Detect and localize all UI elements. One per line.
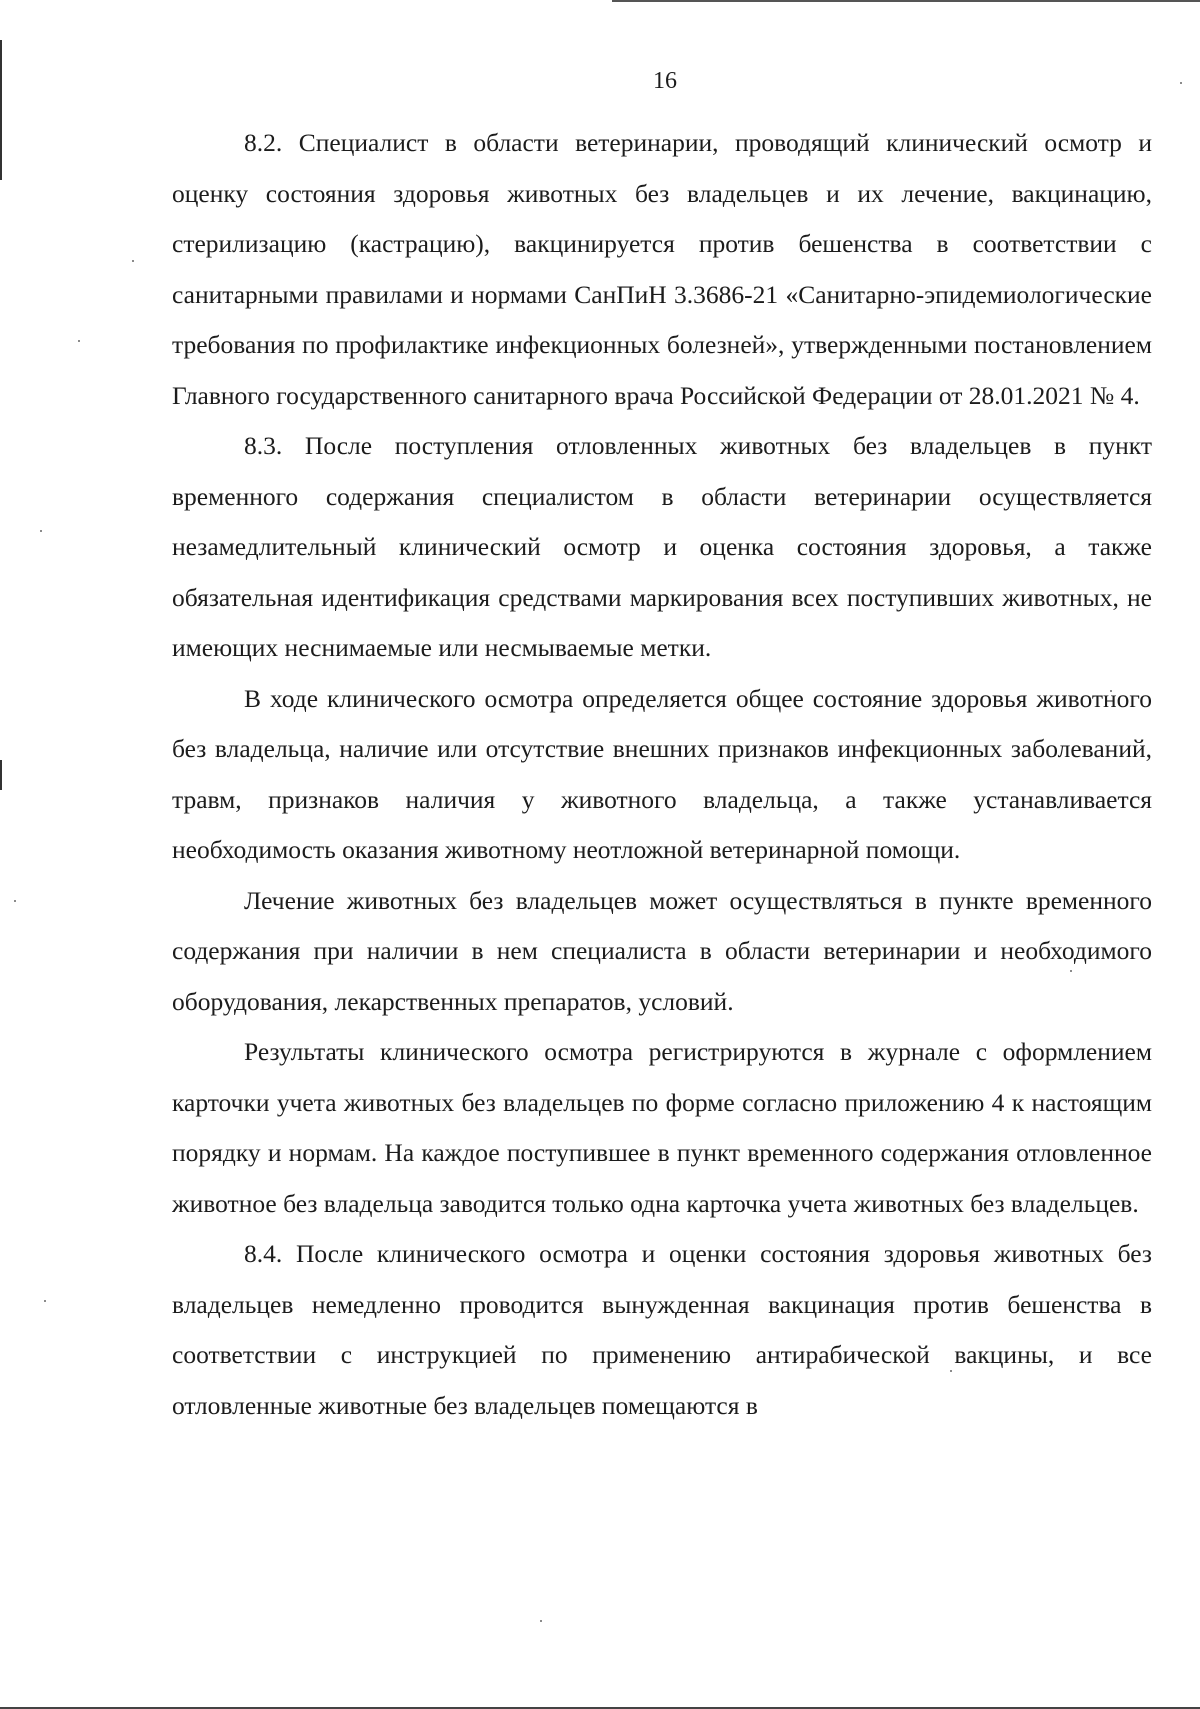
document-body (172, 118, 1152, 1431)
page-number: 16 (653, 68, 677, 94)
scan-top-edge (612, 0, 1200, 2)
paragraph-exam-results: Результаты клинического осмотра регистрируются в журнале с оформлением карточки учета животных без владельцев по форме согласно приложению 4 к настоящим порядку и нормам. На каждое поступившее в пункт временного содержания отловленное животное без владельца заводится только одна карточка учета животных без владельцев. (172, 1037, 1152, 1218)
paragraph-8-3: 8.3. После поступления отловленных животных без владельцев в пункт временного содержания специалистом в области ветеринарии осуществляется незамедлительный клинический осмотр и оценка состояния здоровья, а также обязательная идентификация средствами маркирования всех поступивших животных, не имеющих неснимаемые или несмываемые метки. (172, 431, 1152, 662)
scan-speck (78, 340, 80, 342)
paragraph-8-2: 8.2. Специалист в области ветеринарии, проводящий клинический осмотр и оценку состояния здоровья животных без владельцев и их лечение, вакцинацию, стерилизацию (кастрацию), вакцинируется против бешенства в соответствии с санитарными правилами и нормами СанПиН 3.3686-21 «Санитарно-эпидемиологические требования по профилактике инфекционных болезней», утвержденными постановлением Главного государственного санитарного врача Российской Федерации от 28.01.2021 № 4. (172, 128, 1152, 410)
scan-speck (44, 1300, 46, 1302)
scan-left-edge (0, 40, 2, 180)
paragraph-8-4: 8.4. После клинического осмотра и оценки состояния здоровья животных без владельцев немедленно проводится вынужденная вакцинация против бешенства в соответствии с инструкцией по применению антирабической вакцины, и все отловленные животные без владельцев помещаются в (172, 1239, 1152, 1420)
scan-speck (14, 900, 16, 902)
scan-speck (40, 530, 42, 532)
paragraph-treatment: Лечение животных без владельцев может осуществляться в пункте временного содержания при наличии в нем специалиста в области ветеринарии и необходимого оборудования, лекарственных препаратов, условий. (172, 885, 1152, 1016)
paragraph-clinical-exam: В ходе клинического осмотра определяется общее состояние здоровья животного без владельца, наличие или отсутствие внешних признаков инфекционных заболеваний, травм, признаков наличия у животного владельца, а также устанавливается необходимость оказания животному неотложной ветеринарной помощи. (172, 683, 1152, 864)
scan-speck (540, 1620, 542, 1622)
scan-left-edge-mark (0, 760, 2, 790)
scan-speck (132, 260, 134, 262)
